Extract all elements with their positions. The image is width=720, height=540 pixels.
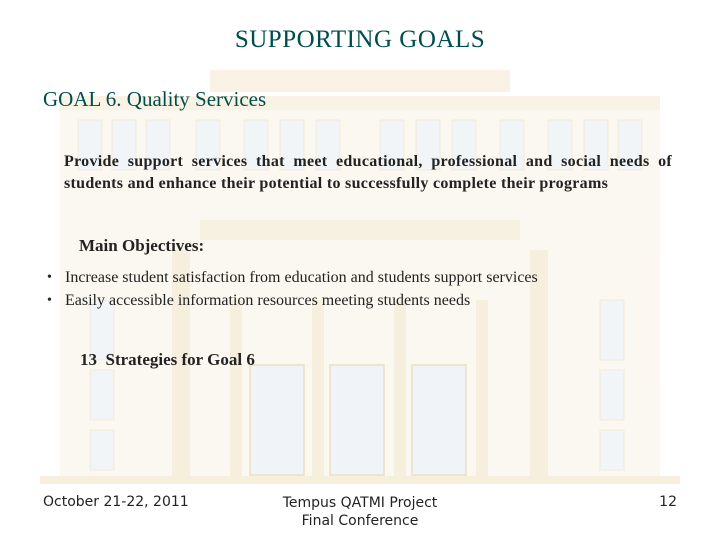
- footer-project-title: Tempus QATMI Project: [282, 495, 438, 511]
- objectives-label: Main Objectives:: [79, 236, 205, 255]
- strategies-line: 13 Strategies for Goal 6: [80, 350, 255, 369]
- objective-text: Increase student satisfaction from education and students support services: [65, 269, 538, 286]
- footer-project-subtitle: Final Conference: [301, 513, 419, 529]
- bullet-icon: •: [47, 270, 52, 285]
- goal-description: Provide support services that meet educational, professional and social needs of students and enhance their potential to successfully complete their programs: [64, 153, 672, 192]
- goal-heading: GOAL 6. Quality Services: [43, 87, 267, 111]
- bullet-icon: •: [47, 293, 52, 308]
- footer-date: October 21-22, 2011: [43, 494, 189, 510]
- objective-text: Easily accessible information resources meeting students needs: [65, 292, 471, 309]
- list-item: [43, 289, 683, 312]
- objectives-list: [43, 266, 683, 312]
- slide-title: SUPPORTING GOALS: [234, 26, 486, 53]
- page-number: 12: [659, 494, 677, 510]
- footer-project: [250, 494, 470, 530]
- list-item: [43, 266, 683, 289]
